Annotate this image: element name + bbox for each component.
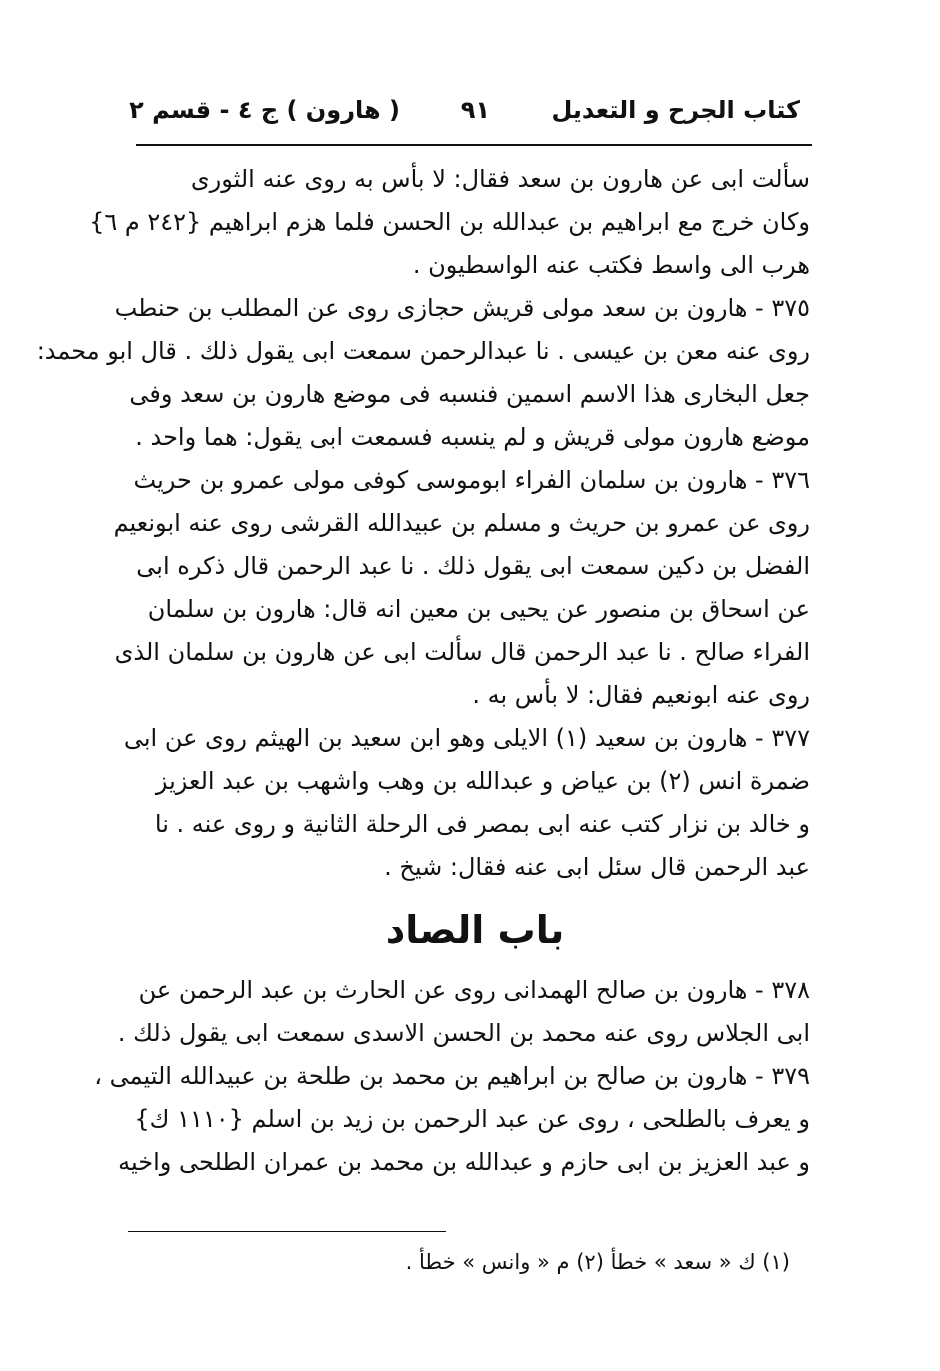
entry-376-line: ٣٧٦ - هارون بن سلمان الفراء ابوموسى كوفى مولى عمرو بن حريث <box>133 466 810 494</box>
chapter-heading: باب الصاد <box>385 908 565 952</box>
text-line: موضع هارون مولى قريش و لم ينسبه فسمعت ابى يقول: هما واحد . <box>135 423 810 451</box>
text-line: روى عنه ابونعيم فقال: لا بأس به . <box>472 681 810 709</box>
text-line: و خالد بن نزار كتب عنه ابى بمصر فى الرحلة الثانية و روى عنه . نا <box>154 810 810 838</box>
text-line: هرب الى واسط فكتب عنه الواسطيون . <box>412 251 810 279</box>
section-label: ( هارون ) ج ٤ - قسم ٢ <box>129 96 400 124</box>
footnote-rule <box>128 1231 446 1232</box>
footnote: (١) ك « سعد » خطأ (٢) م « وانس » خطأ . <box>405 1250 790 1274</box>
entry-375-line: ٣٧٥ - هارون بن سعد مولى قريش حجازى روى عن المطلب بن حنطب <box>114 294 810 322</box>
text-line: و عبد العزيز بن ابى حازم و عبدالله بن محمد بن عمران الطلحى واخيه <box>118 1148 810 1176</box>
text-line: سألت ابى عن هارون بن سعد فقال: لا بأس به روى عنه الثورى <box>190 165 810 193</box>
entry-379-line: ٣٧٩ - هارون بن صالح بن ابراهيم بن محمد بن طلحة بن عبيدالله التيمى ، <box>94 1062 810 1090</box>
entry-377-line: ٣٧٧ - هارون بن سعيد (١) الايلى وهو ابن سعيد بن الهيثم روى عن ابى <box>123 724 810 752</box>
text-line: الفراء صالح . نا عبد الرحمن قال سألت ابى عن هارون بن سلمان الذى <box>114 638 810 666</box>
main-text <box>36 158 810 1184</box>
text-line: ابى الجلاس روى عنه محمد بن الحسن الاسدى سمعت ابى يقول ذلك . <box>117 1019 810 1047</box>
text-line: وكان خرج مع ابراهيم بن عبدالله بن الحسن فلما هزم ابراهيم {٢٤٢ م ٦} <box>89 208 810 236</box>
text-line: روى عنه معن بن عيسى . نا عبدالرحمن سمعت ابى يقول ذلك . قال ابو محمد: <box>36 337 810 365</box>
book-title: كتاب الجرح و التعديل <box>551 96 800 124</box>
header-rule <box>136 144 812 146</box>
page-header <box>129 88 800 138</box>
text-line: الفضل بن دكين سمعت ابى يقول ذلك . نا عبد الرحمن قال ذكره ابى <box>136 552 810 580</box>
text-line: عن اسحاق بن منصور عن يحيى بن معين انه قال: هارون بن سلمان <box>147 595 810 623</box>
text-line: و يعرف بالطلحى ، روى عن عبد الرحمن بن زيد بن اسلم {١١١٠ ك} <box>134 1105 810 1133</box>
entry-378-line: ٣٧٨ - هارون بن صالح الهمدانى روى عن الحارث بن عبد الرحمن عن <box>138 976 810 1004</box>
page-number: ٩١ <box>460 96 490 124</box>
text-line: عبد الرحمن قال سئل ابى عنه فقال: شيخ . <box>384 853 810 881</box>
text-line: روى عن عمرو بن حريث و مسلم بن عبيدالله القرشى روى عنه ابونعيم <box>113 509 810 537</box>
text-line: ضمرة انس (٢) بن عياض و عبدالله بن وهب واشهب بن عبد العزيز <box>155 767 810 795</box>
text-line: جعل البخارى هذا الاسم اسمين فنسبه فى موضع هارون بن سعد وفى <box>129 380 810 408</box>
